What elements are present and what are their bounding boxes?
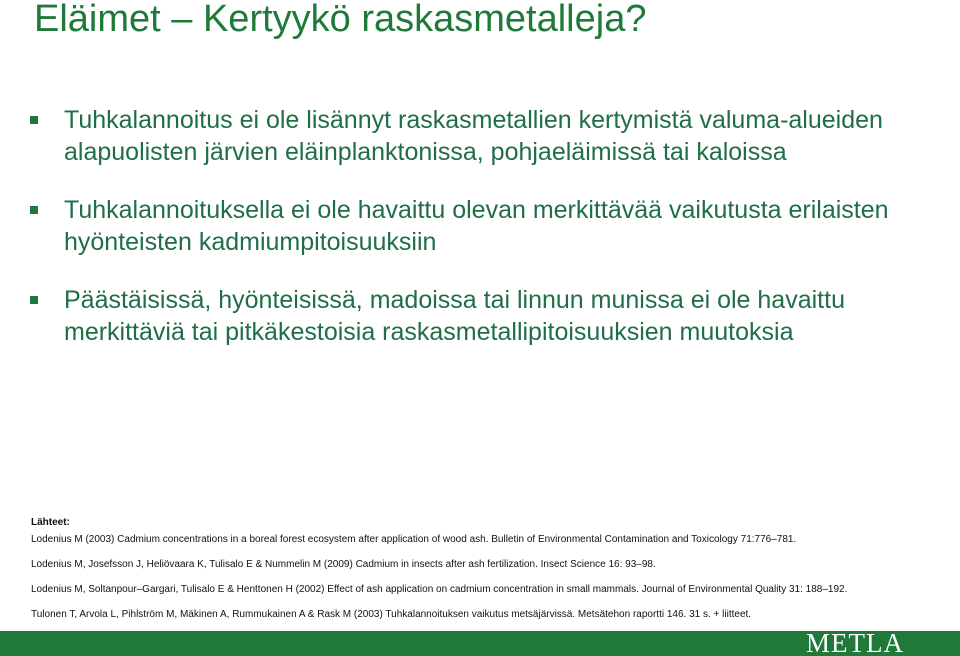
bullet-text: Päästäisissä, hyönteisissä, madoissa tai linnun munissa ei ole havaittu merkittäviä tai pitkäkestoisia raskasmetallipitoisuuksien muutoksia — [64, 286, 845, 346]
bullet-item — [28, 194, 908, 258]
square-bullet-icon — [30, 296, 38, 304]
bullet-list — [28, 104, 908, 348]
source-reference: Lodenius M, Soltanpour–Gargari, Tulisalo E & Henttonen H (2002) Effect of ash application on cadmium concentration in small mammals. Journal of Environmental Quality 31: 188–192. — [31, 584, 848, 595]
sources-section — [31, 516, 931, 633]
square-bullet-icon — [30, 116, 38, 124]
bullet-text: Tuhkalannoituksella ei ole havaittu olevan merkittävää vaikutusta erilaisten hyönteisten kadmiumpitoisuuksiin — [64, 196, 889, 256]
bullet-item — [28, 284, 908, 348]
slide-title: Eläimet – Kertyykö raskasmetalleja? — [34, 0, 647, 40]
bullet-item — [28, 104, 908, 168]
source-reference: Lodenius M (2003) Cadmium concentrations in a boreal forest ecosystem after application of wood ash. Bulletin of Environmental Contamination and Toxicology 71:776–781. — [31, 534, 797, 545]
source-reference: Lodenius M, Josefsson J, Heliövaara K, Tulisalo E & Nummelin M (2009) Cadmium in insects after ash fertilization. Insect Science 16: 93–98. — [31, 559, 656, 570]
metla-logo: METLA — [806, 628, 904, 656]
sources-heading: Lähteet: — [31, 517, 70, 528]
bullet-text: Tuhkalannoitus ei ole lisännyt raskasmetallien kertymistä valuma-alueiden alapuolisten järvien eläinplanktonissa, pohjaeläimissä tai kaloissa — [64, 106, 883, 166]
source-reference: Tulonen T, Arvola L, Pihlström M, Mäkinen A, Rummukainen A & Rask M (2003) Tuhkalannoituksen vaikutus metsäjärvissä. Metsätehon raportti 146. 31 s. + liitteet. — [31, 609, 752, 620]
square-bullet-icon — [30, 206, 38, 214]
